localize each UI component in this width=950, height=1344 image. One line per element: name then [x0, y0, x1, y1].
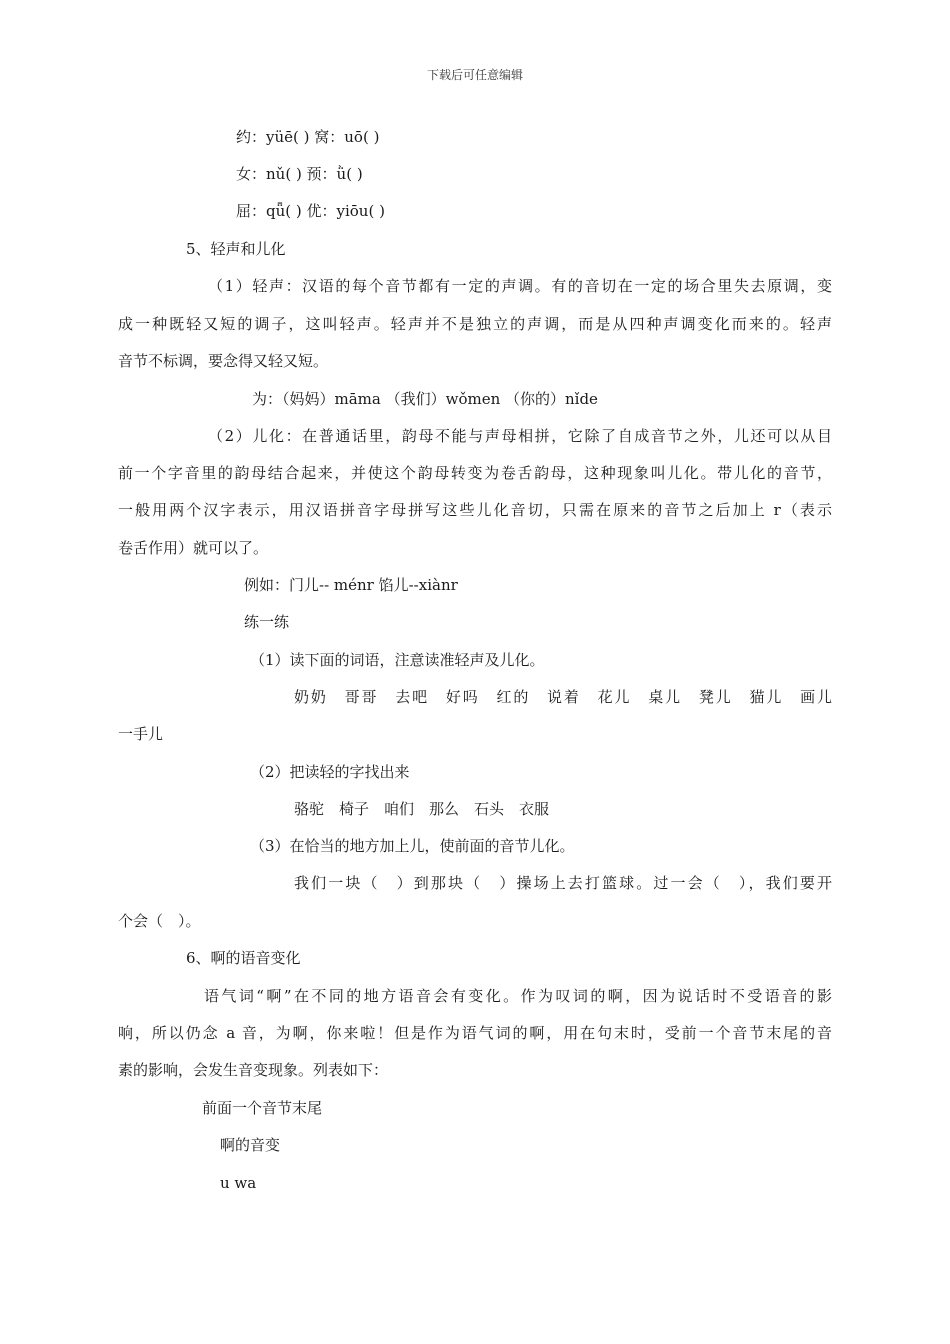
paragraph-erhua-line-2: 前一个字音里的韵母结合起来，并使这个韵母转变为卷舌韵母，这种现象叫儿化。带儿化的音节，	[118, 464, 832, 482]
paragraph-erhua-line-3: 一般用两个汉字表示，用汉语拼音字母拼写这些儿化音切，只需在原来的音节之后加上 r（表示	[118, 501, 832, 519]
paragraph-a-change-line-2: 响，所以仍念 a 音，为啊，你来啦！但是作为语气词的啊，用在句末时，受前一个音节末尾的音	[118, 1024, 832, 1042]
table-header-preceding-final: 前面一个音节末尾	[202, 1099, 323, 1117]
exercise-line-qu-you: 屈：qǖ( ) 优：yiōu( )	[236, 202, 385, 220]
practice-item-3-sentence: 我们一块（ ）到那块（ ）操场上去打篮球。过一会（ ），我们要开	[294, 874, 832, 892]
practice-item-1-words-cont: 一手儿	[118, 725, 164, 743]
practice-item-2-instruction: （2）把读轻的字找出来	[250, 763, 410, 781]
practice-item-1-words: 奶奶 哥哥 去吧 好吗 红的 说着 花儿 桌儿 凳儿 猫儿 画儿	[294, 688, 832, 706]
page-header: 下载后可任意编辑	[426, 68, 523, 82]
erhua-examples: 例如：门儿-- ménr 馅儿--xiànr	[244, 576, 458, 594]
paragraph-a-change-line-3: 素的影响，会发生音变现象。列表如下：	[118, 1061, 389, 1079]
practice-heading: 练一练	[244, 613, 290, 631]
paragraph-erhua-line-1: （2）儿化：在普通话里，韵母不能与声母相拼，它除了自成音节之外，儿还可以从目	[208, 427, 832, 445]
table-header-a-change: 啊的音变	[220, 1136, 281, 1154]
exercise-line-nu-yu: 女：nǔ( ) 预：ǜ( )	[236, 165, 363, 183]
exercise-line-yue-wo: 约：yüē( ) 窝：uō( )	[236, 128, 380, 146]
table-row-u-wa: u wa	[220, 1174, 257, 1192]
light-tone-examples: 为：（妈妈）māma （我们）wǒmen （你的）nǐde	[252, 390, 598, 408]
practice-item-3-instruction: （3）在恰当的地方加上儿，使前面的音节儿化。	[250, 837, 575, 855]
practice-item-3-sentence-cont: 个会（ ）。	[118, 912, 201, 930]
paragraph-light-tone-line-3: 音节不标调，要念得又轻又短。	[118, 352, 329, 370]
section-heading-a-change: 6、啊的语音变化	[186, 949, 301, 967]
paragraph-a-change-line-1: 语气词“啊”在不同的地方语音会有变化。作为叹词的啊，因为说话时不受语音的影	[204, 987, 832, 1005]
practice-item-2-words: 骆驼 椅子 咱们 那么 石头 衣服	[294, 800, 550, 818]
paragraph-erhua-line-4: 卷舌作用）就可以了。	[118, 539, 269, 557]
paragraph-light-tone-line-1: （1）轻声：汉语的每个音节都有一定的声调。有的音切在一定的场合里失去原调，变	[208, 277, 832, 295]
practice-item-1-instruction: （1）读下面的词语，注意读准轻声及儿化。	[250, 651, 545, 669]
paragraph-light-tone-line-2: 成一种既轻又短的调子，这叫轻声。轻声并不是独立的声调，而是从四种声调变化而来的。轻声	[118, 315, 832, 333]
section-heading-light-tone: 5、轻声和儿化	[186, 240, 286, 258]
